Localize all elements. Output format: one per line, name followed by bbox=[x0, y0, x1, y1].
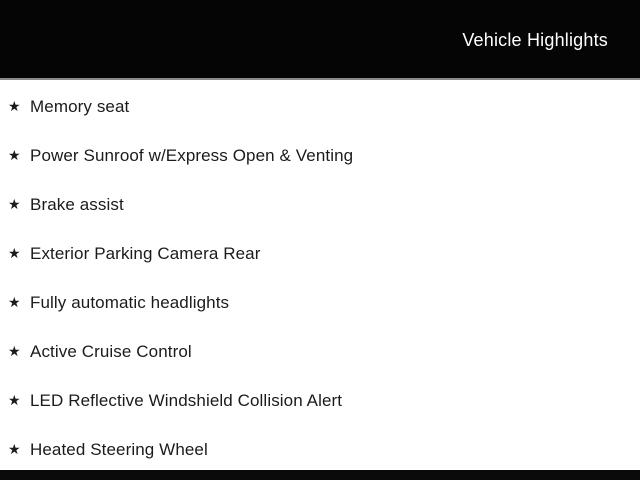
highlight-label: Exterior Parking Camera Rear bbox=[30, 243, 261, 263]
page-title: Vehicle Highlights bbox=[462, 30, 608, 50]
highlight-label: Fully automatic headlights bbox=[30, 292, 230, 312]
star-bullet-icon: ★ bbox=[8, 97, 21, 114]
star-bullet-icon: ★ bbox=[8, 146, 21, 163]
star-bullet-icon: ★ bbox=[8, 195, 21, 212]
footer-bar bbox=[0, 470, 640, 480]
highlights-list bbox=[0, 82, 640, 474]
highlight-label: Brake assist bbox=[30, 194, 124, 214]
highlight-item bbox=[0, 425, 640, 474]
star-bullet-icon: ★ bbox=[8, 293, 21, 310]
highlight-label: Memory seat bbox=[30, 96, 130, 116]
highlight-label: Heated Steering Wheel bbox=[30, 439, 208, 459]
highlight-label: LED Reflective Windshield Collision Alert bbox=[30, 390, 343, 410]
highlight-item bbox=[0, 327, 640, 376]
highlight-label: Active Cruise Control bbox=[30, 341, 192, 361]
highlight-label: Power Sunroof w/Express Open & Venting bbox=[30, 145, 354, 165]
highlight-item bbox=[0, 180, 640, 229]
star-bullet-icon: ★ bbox=[8, 342, 21, 359]
highlight-item bbox=[0, 229, 640, 278]
highlight-item bbox=[0, 82, 640, 131]
star-bullet-icon: ★ bbox=[8, 440, 21, 457]
star-bullet-icon: ★ bbox=[8, 244, 21, 261]
highlight-item bbox=[0, 131, 640, 180]
star-bullet-icon: ★ bbox=[8, 391, 21, 408]
highlight-item bbox=[0, 376, 640, 425]
highlight-item bbox=[0, 278, 640, 327]
header-bar bbox=[0, 0, 640, 80]
